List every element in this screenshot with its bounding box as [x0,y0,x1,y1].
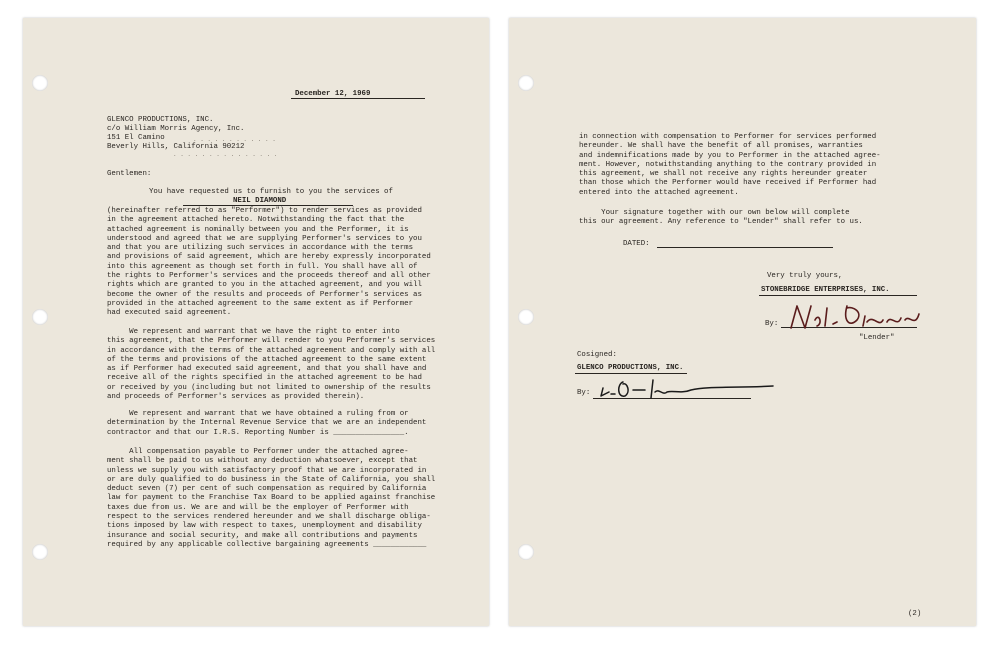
dotted-marks: . . . . . . . . . . . . [193,136,276,143]
letter-page-2 [509,18,976,626]
letter-date: December 12, 1969 [295,90,371,98]
performer-name: NEIL DIAMOND [233,197,287,205]
addressee-line: 151 El Camino [107,134,165,142]
lender-signature [787,300,925,336]
lender-label: "Lender" [859,334,895,342]
paragraph: (hereinafter referred to as "Performer") to render services as provided in the agreement attached hereto. Notwithstanding the fact that the attached agreement is nominally between you and the Performer, it is understood and agreed that we are supplying Performer's services to you and that you are utilizing such services in accordance with the terms and provisions of said agreement, which are hereby expressly incorporated into this agreement as though set forth in full. You shall have all of the rights to Performer's services and the proceeds thereof and all other rights which are granted to you in the attached agreement, and you will become the owner of the results and proceeds of Performer's services as provided in the attached agreement to the same extent as if Performer had executed said agreement. [107,207,431,318]
addressee-line: Beverly Hills, California 90212 [107,143,245,151]
dotted-marks: . . . . . . . . . . . . . . . [173,151,278,158]
paragraph: We represent and warrant that we have obtained a ruling from or determination by the Internal Revenue Service that we are an independent contractor and that our I.R.S. Reporting Number is ________________. [107,410,427,437]
paragraph: We represent and warrant that we have the right to enter into this agreement, that the Performer will render to you Performer's services in accordance with the terms of the attached agreement and comply with all of the terms and provisions of the attached agreement to the same extent as if Performer had executed said agreement, and that you shall have and receive all of the rights specified in the attached agreement to be had or received by you (including but not limited to ownership of the results and proceeds of Performer's services as provided therein). [107,328,436,402]
binder-hole [32,544,48,560]
binder-hole [518,309,534,325]
paragraph: All compensation payable to Performer under the attached agree- ment shall be paid to us without any deduction whatsoever, except that unless we supply you with satisfactory proof that we are incorporated in or are duly qualified to do business in the State of California, you shall deduct seven (7) per cent of such compensation as required by California law for payment to the Franchise Tax Board to be applied against franchise taxes due from us. We are and will be the employer of Performer with respect to the services rendered hereunder and we shall discharge obliga- tions imposed by law with respect to taxes, unemployment and disability insurance and social security, and make all contributions and payments required by any applicable collective bargaining agreements ____________ [107,448,436,549]
cosigner-company: GLENCO PRODUCTIONS, INC. [577,364,684,372]
date-underline [291,98,425,99]
page-number: (2) [908,610,922,618]
binder-hole [32,309,48,325]
closing: Very truly yours, [767,272,843,280]
by-label: By: [765,320,779,328]
binder-hole [32,75,48,91]
paragraph: Your signature together with our own below will complete this our agreement. Any reference to "Lender" shall refer to us. [579,209,863,227]
lender-company-underline [759,295,917,296]
intro-line: You have requested us to furnish to you the services of [149,188,393,196]
dated-label: DATED: [623,240,650,248]
lender-company: STONEBRIDGE ENTERPRISES, INC. [761,286,890,294]
performer-name-underline [183,205,353,206]
letter-page-1 [23,18,489,626]
cosigner-signature [597,374,777,402]
salutation: Gentlemen: [107,170,152,178]
addressee-line: GLENCO PRODUCTIONS, INC. [107,116,214,124]
dated-line [657,247,833,248]
addressee-line: c/o William Morris Agency, Inc. [107,125,245,133]
paragraph: in connection with compensation to Performer for services performed hereunder. We shall have the benefit of all promises, warranties and indemnifications made by you to Performer in the attached agree- ment. However, notwithstanding anything to the contrary provided in this agreement, we shall not receive any rights hereunder greater than those which the Performer would have received if Performer had entered into the attached agreement. [579,133,881,197]
cosigned-label: Cosigned: [577,351,617,359]
binder-hole [518,75,534,91]
binder-hole [518,544,534,560]
cosigner-by-label: By: [577,389,591,397]
